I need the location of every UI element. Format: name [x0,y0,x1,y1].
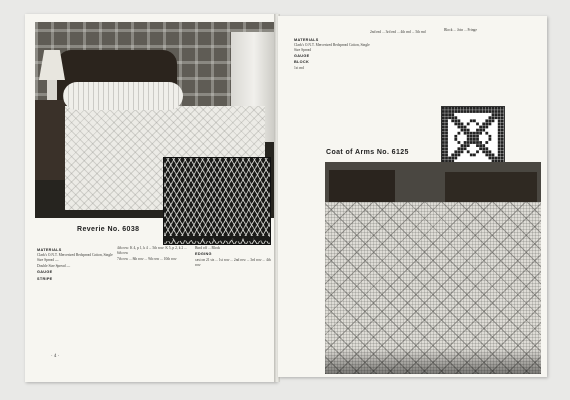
motif-filled-cell [454,138,457,141]
motif-filled-cell [476,138,479,141]
motif-filled-cell [501,144,504,147]
motif-filled-cell [442,135,445,138]
instructions-column-3 [444,28,536,90]
motif-filled-cell [467,135,470,138]
motif-filled-cell [454,154,457,157]
motif-filled-cell [501,147,504,150]
motif-filled-cell [445,135,448,138]
motif-filled-cell [442,157,445,160]
motif-filled-cell [445,132,448,135]
pattern-caption: Coat of Arms No. 6125 [326,149,409,156]
motif-filled-cell [501,150,504,153]
page-number: · 4 · [51,354,60,359]
motif-filled-cell [498,107,501,110]
motif-filled-cell [445,129,448,132]
motif-filled-cell [445,119,448,122]
motif-filled-cell [489,107,492,110]
motif-filled-cell [464,107,467,110]
motif-filled-cell [485,132,488,135]
motif-filled-cell [442,116,445,119]
motif-filled-cell [467,110,470,113]
motif-filled-cell [470,110,473,113]
motif-filled-cell [498,154,501,157]
shadow [325,348,541,374]
motif-filled-cell [498,144,501,147]
motif-filled-cell [467,144,470,147]
bedroom-photo-coat-of-arms [325,162,541,374]
motif-filled-cell [498,132,501,135]
motif-filled-cell [498,113,501,116]
motif-filled-cell [479,126,482,129]
motif-filled-cell [485,123,488,126]
paragraph: 7th row ... 8th row ... 9th row ... 10th row [117,256,177,261]
motif-filled-cell [485,126,488,129]
motif-filled-cell [482,144,485,147]
motif-filled-cell [473,110,476,113]
motif-filled-cell [489,154,492,157]
motif-filled-cell [473,138,476,141]
motif-filled-cell [461,107,464,110]
motif-filled-cell [464,144,467,147]
motif-filled-cell [476,132,479,135]
section-heading: EDGING [195,252,212,257]
motif-filled-cell [445,123,448,126]
section-heading: GAUGE [37,270,53,275]
paragraph: Bind off ... Block [195,246,221,250]
motif-filled-cell [485,154,488,157]
motif-filled-cell [501,123,504,126]
motif-filled-cell [495,113,498,116]
motif-filled-cell [489,110,492,113]
motif-filled-cell [454,135,457,138]
motif-filled-cell [479,110,482,113]
motif-filled-cell [442,138,445,141]
motif-filled-cell [461,126,464,129]
motif-filled-cell [458,107,461,110]
paragraph: 2nd rnd ... 3rd rnd ... 4th rnd ... 5th rnd [370,30,426,34]
paragraph: cast on 21 sts ... 1st row ... 2nd row ... 3rd row ... 4th row [195,257,271,267]
motif-filled-cell [470,154,473,157]
motif-filled-cell [467,132,470,135]
motif-filled-cell [458,126,461,129]
motif-filled-cell [464,147,467,150]
motif-filled-cell [479,107,482,110]
motif-filled-cell [492,107,495,110]
motif-filled-cell [445,138,448,141]
motif-filled-cell [501,119,504,122]
motif-filled-cell [498,123,501,126]
motif-filled-cell [498,110,501,113]
motif-filled-cell [473,135,476,138]
paragraph: Double Size Spread — [37,264,71,269]
motif-filled-cell [442,141,445,144]
motif-filled-cell [476,144,479,147]
motif-filled-cell [498,126,501,129]
instructions-column-1 [294,36,372,136]
motif-filled-cell [448,116,451,119]
motif-filled-cell [495,110,498,113]
motif-filled-cell [482,129,485,132]
motif-filled-cell [473,141,476,144]
motif-filled-cell [470,141,473,144]
motif-filled-cell [482,150,485,153]
motif-filled-cell [498,150,501,153]
motif-filled-cell [464,141,467,144]
motif-filled-cell [498,157,501,160]
motif-filled-cell [482,147,485,150]
instructions-column-3 [195,246,271,364]
motif-filled-cell [445,113,448,116]
motif-filled-cell [498,135,501,138]
lace-scalloped-edge [163,236,269,246]
motif-filled-cell [501,107,504,110]
motif-filled-cell [501,129,504,132]
motif-filled-cell [464,129,467,132]
motif-filled-cell [492,157,495,160]
motif-filled-cell [454,150,457,153]
motif-filled-cell [473,107,476,110]
motif-filled-cell [489,116,492,119]
motif-filled-cell [495,116,498,119]
motif-filled-cell [479,129,482,132]
motif-filled-cell [461,150,464,153]
section-heading: MATERIALS [294,37,319,42]
motif-filled-cell [501,135,504,138]
motif-filled-cell [458,141,461,144]
motif-filled-cell [442,144,445,147]
instructions-column-2 [117,246,191,364]
motif-filled-cell [498,129,501,132]
motif-filled-cell [467,107,470,110]
motif-filled-cell [442,129,445,132]
motif-filled-cell [445,144,448,147]
motif-filled-cell [445,116,448,119]
motif-filled-cell [476,150,479,153]
motif-filled-cell [445,141,448,144]
motif-filled-cell [492,116,495,119]
motif-filled-cell [442,126,445,129]
motif-filled-cell [489,135,492,138]
motif-filled-cell [489,157,492,160]
motif-filled-cell [485,107,488,110]
motif-filled-cell [489,123,492,126]
block-motif-diagram [441,106,505,170]
motif-filled-cell [485,110,488,113]
motif-filled-cell [451,107,454,110]
motif-filled-cell [467,123,470,126]
motif-filled-cell [501,110,504,113]
motif-filled-cell [445,154,448,157]
motif-filled-cell [454,116,457,119]
motif-chart [442,107,504,169]
motif-filled-cell [458,147,461,150]
motif-filled-cell [479,147,482,150]
paragraph: Clark's O.N.T. Mercerized Bedspread Cotton, Single Size Spread — [37,253,113,262]
motif-filled-cell [482,123,485,126]
motif-filled-cell [470,132,473,135]
motif-filled-cell [495,157,498,160]
motif-filled-cell [458,119,461,122]
motif-filled-cell [501,113,504,116]
motif-filled-cell [451,157,454,160]
motif-filled-cell [489,119,492,122]
motif-filled-cell [498,147,501,150]
motif-filled-cell [476,141,479,144]
motif-filled-cell [489,138,492,141]
motif-filled-cell [442,107,445,110]
motif-filled-cell [445,110,448,113]
motif-filled-cell [476,123,479,126]
motif-filled-cell [451,116,454,119]
motif-filled-cell [501,132,504,135]
instructions-column-1 [37,246,113,364]
motif-filled-cell [451,154,454,157]
right-page [278,16,547,377]
motif-filled-cell [501,141,504,144]
motif-filled-cell [492,113,495,116]
paragraph: 4th row: K 4, p 1, k 4 ... 5th row: K 5, p 2, k 2 ... 6th row [117,246,187,255]
section-heading: BLOCK [294,60,309,65]
motif-filled-cell [464,126,467,129]
motif-filled-cell [461,147,464,150]
paragraph: Block ... Join ... Fringe [444,28,477,32]
motif-filled-cell [476,135,479,138]
motif-filled-cell [458,110,461,113]
section-heading: MATERIALS [37,247,62,252]
motif-filled-cell [442,113,445,116]
motif-filled-cell [479,141,482,144]
motif-filled-cell [461,110,464,113]
motif-filled-cell [442,147,445,150]
motif-filled-cell [485,119,488,122]
motif-filled-cell [501,138,504,141]
motif-filled-cell [454,157,457,160]
motif-filled-cell [442,110,445,113]
paragraph: 1st rnd [294,66,304,71]
motif-filled-cell [442,154,445,157]
motif-filled-cell [464,110,467,113]
motif-filled-cell [451,119,454,122]
motif-filled-cell [470,138,473,141]
motif-filled-cell [445,157,448,160]
motif-filled-cell [498,119,501,122]
motif-filled-cell [442,132,445,135]
motif-filled-cell [451,113,454,116]
left-page [25,14,277,382]
motif-filled-cell [482,126,485,129]
motif-filled-cell [467,129,470,132]
motif-filled-cell [445,147,448,150]
motif-filled-cell [461,144,464,147]
motif-filled-cell [458,123,461,126]
motif-filled-cell [485,150,488,153]
section-heading: GAUGE [294,54,310,59]
motif-filled-cell [445,150,448,153]
motif-filled-cell [489,150,492,153]
motif-filled-cell [442,123,445,126]
motif-filled-cell [498,138,501,141]
motif-filled-cell [445,126,448,129]
motif-filled-cell [498,141,501,144]
motif-filled-cell [454,119,457,122]
motif-filled-cell [476,129,479,132]
instructions-column-2 [370,30,440,140]
motif-filled-cell [458,154,461,157]
motif-filled-cell [458,132,461,135]
motif-filled-cell [482,110,485,113]
motif-filled-cell [442,119,445,122]
motif-filled-cell [485,141,488,144]
motif-filled-cell [454,110,457,113]
motif-filled-cell [448,113,451,116]
motif-filled-cell [470,135,473,138]
motif-filled-cell [454,107,457,110]
motif-filled-cell [467,150,470,153]
motif-filled-cell [454,123,457,126]
motif-filled-cell [479,144,482,147]
motif-filled-cell [479,132,482,135]
motif-filled-cell [473,132,476,135]
motif-filled-cell [501,154,504,157]
motif-filled-cell [451,110,454,113]
lamp-base [47,80,57,100]
motif-filled-cell [467,141,470,144]
motif-filled-cell [461,123,464,126]
motif-filled-cell [501,157,504,160]
motif-filled-cell [473,154,476,157]
motif-filled-cell [445,107,448,110]
paragraph: Clark's O.N.T. Mercerized Bedspread Cotton, Single Size Spread [294,43,370,52]
lace-swatch-detail [163,157,271,245]
motif-filled-cell [492,119,495,122]
motif-filled-cell [495,107,498,110]
motif-filled-cell [464,132,467,135]
motif-filled-cell [467,138,470,141]
motif-filled-cell [470,119,473,122]
motif-filled-cell [473,119,476,122]
motif-filled-cell [458,150,461,153]
motif-filled-cell [482,107,485,110]
motif-filled-cell [492,154,495,157]
motif-filled-cell [448,157,451,160]
motif-filled-cell [461,129,464,132]
section-heading: STRIPE [37,276,53,281]
pillow-roll [63,82,183,110]
motif-filled-cell [498,116,501,119]
pattern-caption: Reverie No. 6038 [77,226,140,233]
motif-filled-cell [485,147,488,150]
motif-filled-cell [476,107,479,110]
motif-filled-cell [492,110,495,113]
motif-filled-cell [501,116,504,119]
motif-filled-cell [470,107,473,110]
motif-filled-cell [448,110,451,113]
motif-filled-cell [442,150,445,153]
motif-filled-cell [448,107,451,110]
motif-filled-cell [476,110,479,113]
motif-filled-cell [501,126,504,129]
